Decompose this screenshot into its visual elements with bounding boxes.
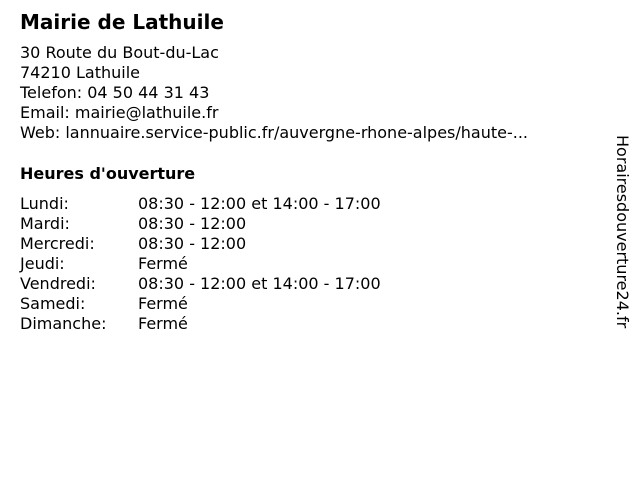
contact-block bbox=[20, 43, 528, 143]
opening-times: 08:30 - 12:00 bbox=[138, 234, 247, 253]
day-label: Jeudi: bbox=[20, 254, 65, 273]
day-label: Lundi: bbox=[20, 194, 69, 213]
phone-line: Telefon: 04 50 44 31 43 bbox=[20, 83, 210, 102]
day-label: Mercredi: bbox=[20, 234, 95, 253]
opening-times: Fermé bbox=[138, 314, 188, 333]
email-line: Email: mairie@lathuile.fr bbox=[20, 103, 219, 122]
web-line: Web: lannuaire.service-public.fr/auvergne-rhone-alpes/haute-... bbox=[20, 123, 529, 142]
address-street: 30 Route du Bout-du-Lac bbox=[20, 43, 219, 62]
address-city: 74210 Lathuile bbox=[20, 63, 140, 82]
day-label: Mardi: bbox=[20, 214, 70, 233]
page-title: Mairie de Lathuile bbox=[20, 10, 224, 34]
opening-times: 08:30 - 12:00 bbox=[138, 214, 247, 233]
opening-times: Fermé bbox=[138, 294, 188, 313]
opening-times: 08:30 - 12:00 et 14:00 - 17:00 bbox=[138, 274, 381, 293]
hours-heading: Heures d'ouverture bbox=[20, 164, 196, 183]
opening-times: 08:30 - 12:00 et 14:00 - 17:00 bbox=[138, 194, 381, 213]
source-watermark: Horairesdouverture24.fr bbox=[613, 135, 632, 329]
day-label: Dimanche: bbox=[20, 314, 107, 333]
day-label: Vendredi: bbox=[20, 274, 96, 293]
day-label: Samedi: bbox=[20, 294, 86, 313]
opening-times: Fermé bbox=[138, 254, 188, 273]
